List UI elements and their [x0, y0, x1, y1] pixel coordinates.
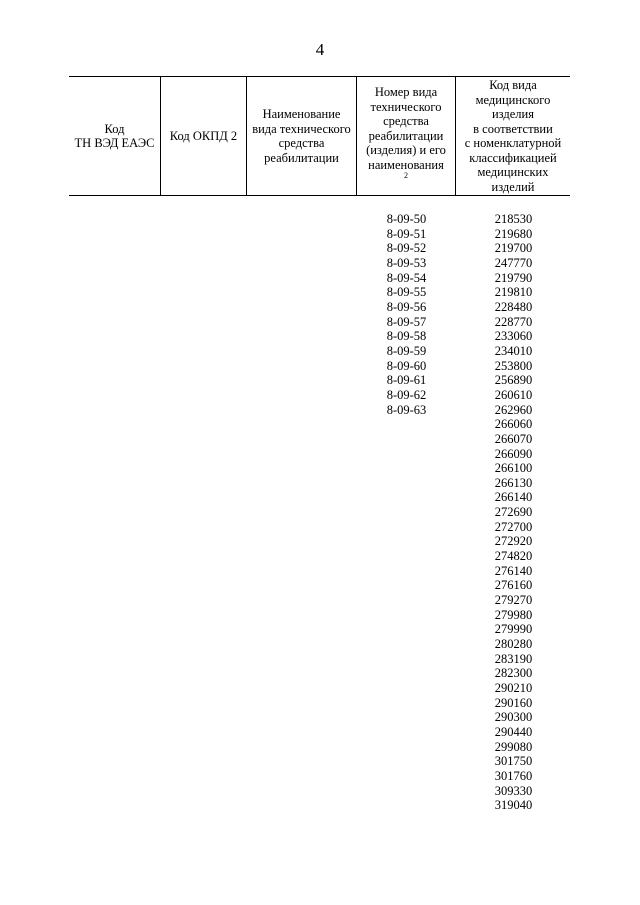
- medical-code-item: 272700: [494, 519, 533, 534]
- rehab-number-item: 8-09-60: [386, 358, 427, 373]
- medical-code-item: 301750: [494, 754, 533, 769]
- rehab-number-item: 8-09-50: [386, 212, 427, 226]
- medical-code-item: 266130: [494, 475, 533, 490]
- rehab-number-item: 8-09-59: [386, 343, 427, 358]
- medical-code-item: 272690: [494, 505, 533, 520]
- header-rehab-number: [356, 77, 455, 195]
- medical-code-item: 233060: [494, 329, 533, 344]
- medical-code-item: 272920: [494, 534, 533, 549]
- medical-code-item: 219700: [494, 241, 533, 256]
- medical-code-item: 279270: [494, 593, 533, 608]
- header-rehab-means-name: [246, 77, 356, 195]
- medical-code-item: 266140: [494, 490, 533, 505]
- header-rehab-number-block: [366, 85, 446, 187]
- rehab-number-item: 8-09-57: [386, 314, 427, 329]
- rehab-number-item: 8-09-58: [386, 329, 427, 344]
- medical-code-item: 299080: [494, 739, 533, 754]
- rehab-number-item: 8-09-55: [386, 285, 427, 300]
- header-okpd-code: [160, 77, 246, 195]
- header-rehab-means-name-label: Наименование вида технического средства реабилитации: [252, 107, 351, 165]
- medical-code-item: 266090: [494, 446, 533, 461]
- rehab-number-item: 8-09-56: [386, 299, 427, 314]
- medical-code-item: 266100: [494, 461, 533, 476]
- header-rehab-number-label: Номер вида технического средства реабилитации (изделия) и его наименования: [366, 85, 446, 172]
- medical-code-item: 219810: [494, 285, 533, 300]
- page-number: 4: [315, 40, 325, 59]
- medical-code-item: 319040: [494, 798, 533, 813]
- footnote-marker: 2: [404, 171, 408, 181]
- medical-code-item: 228770: [494, 314, 533, 329]
- medical-code-item: 234010: [494, 343, 533, 358]
- medical-code-item: 282300: [494, 666, 533, 681]
- medical-code-item: 301760: [494, 768, 533, 783]
- medical-code-item: 276160: [494, 578, 533, 593]
- medical-code-item: 260610: [494, 387, 533, 402]
- medical-code-item: 218530: [494, 212, 533, 226]
- medical-code-item: 256890: [494, 373, 533, 388]
- rehab-number-item: 8-09-63: [386, 402, 427, 417]
- medical-code-item: 279980: [494, 607, 533, 622]
- header-tn-ved-code-label: Код ТН ВЭД ЕАЭС: [74, 121, 155, 150]
- table-header-row: [69, 76, 570, 196]
- rehab-number-item: 8-09-61: [386, 373, 427, 388]
- medical-code-item: 253800: [494, 358, 533, 373]
- medical-code-item: 266070: [494, 431, 533, 446]
- medical-code-item: 290210: [494, 681, 533, 695]
- header-medical-device-code: [455, 77, 570, 195]
- medical-code-column: [457, 212, 570, 813]
- medical-code-item: 219790: [494, 270, 533, 285]
- medical-code-item: 309330: [494, 783, 533, 798]
- medical-code-item: 266060: [494, 417, 533, 432]
- medical-code-item: 280280: [494, 637, 533, 652]
- medical-code-item: 247770: [494, 255, 533, 270]
- medical-code-item: 290300: [494, 710, 533, 725]
- rehab-number-item: 8-09-53: [386, 255, 427, 270]
- header-medical-device-code-label: Код вида медицинского изделия в соответствии с номенклатурной классификацией медицинских изделий: [464, 78, 562, 194]
- medical-code-item: 228480: [494, 299, 533, 314]
- medical-code-item: 283190: [494, 651, 533, 666]
- header-tn-ved-code: [69, 77, 160, 195]
- rehab-number-item: 8-09-51: [386, 226, 427, 241]
- medical-code-item: 290160: [494, 695, 533, 710]
- medical-code-item: 262960: [494, 402, 533, 417]
- rehab-number-item: 8-09-52: [386, 241, 427, 256]
- rehab-number-item: 8-09-62: [386, 387, 427, 402]
- medical-code-item: 290440: [494, 724, 533, 739]
- header-okpd-code-label: Код ОКПД 2: [169, 128, 238, 143]
- rehab-number-column: [356, 212, 457, 417]
- rehab-number-item: 8-09-54: [386, 270, 427, 285]
- medical-code-item: 219680: [494, 226, 533, 241]
- medical-code-item: 279990: [494, 622, 533, 637]
- medical-code-item: 276140: [494, 563, 533, 578]
- medical-code-item: 274820: [494, 549, 533, 564]
